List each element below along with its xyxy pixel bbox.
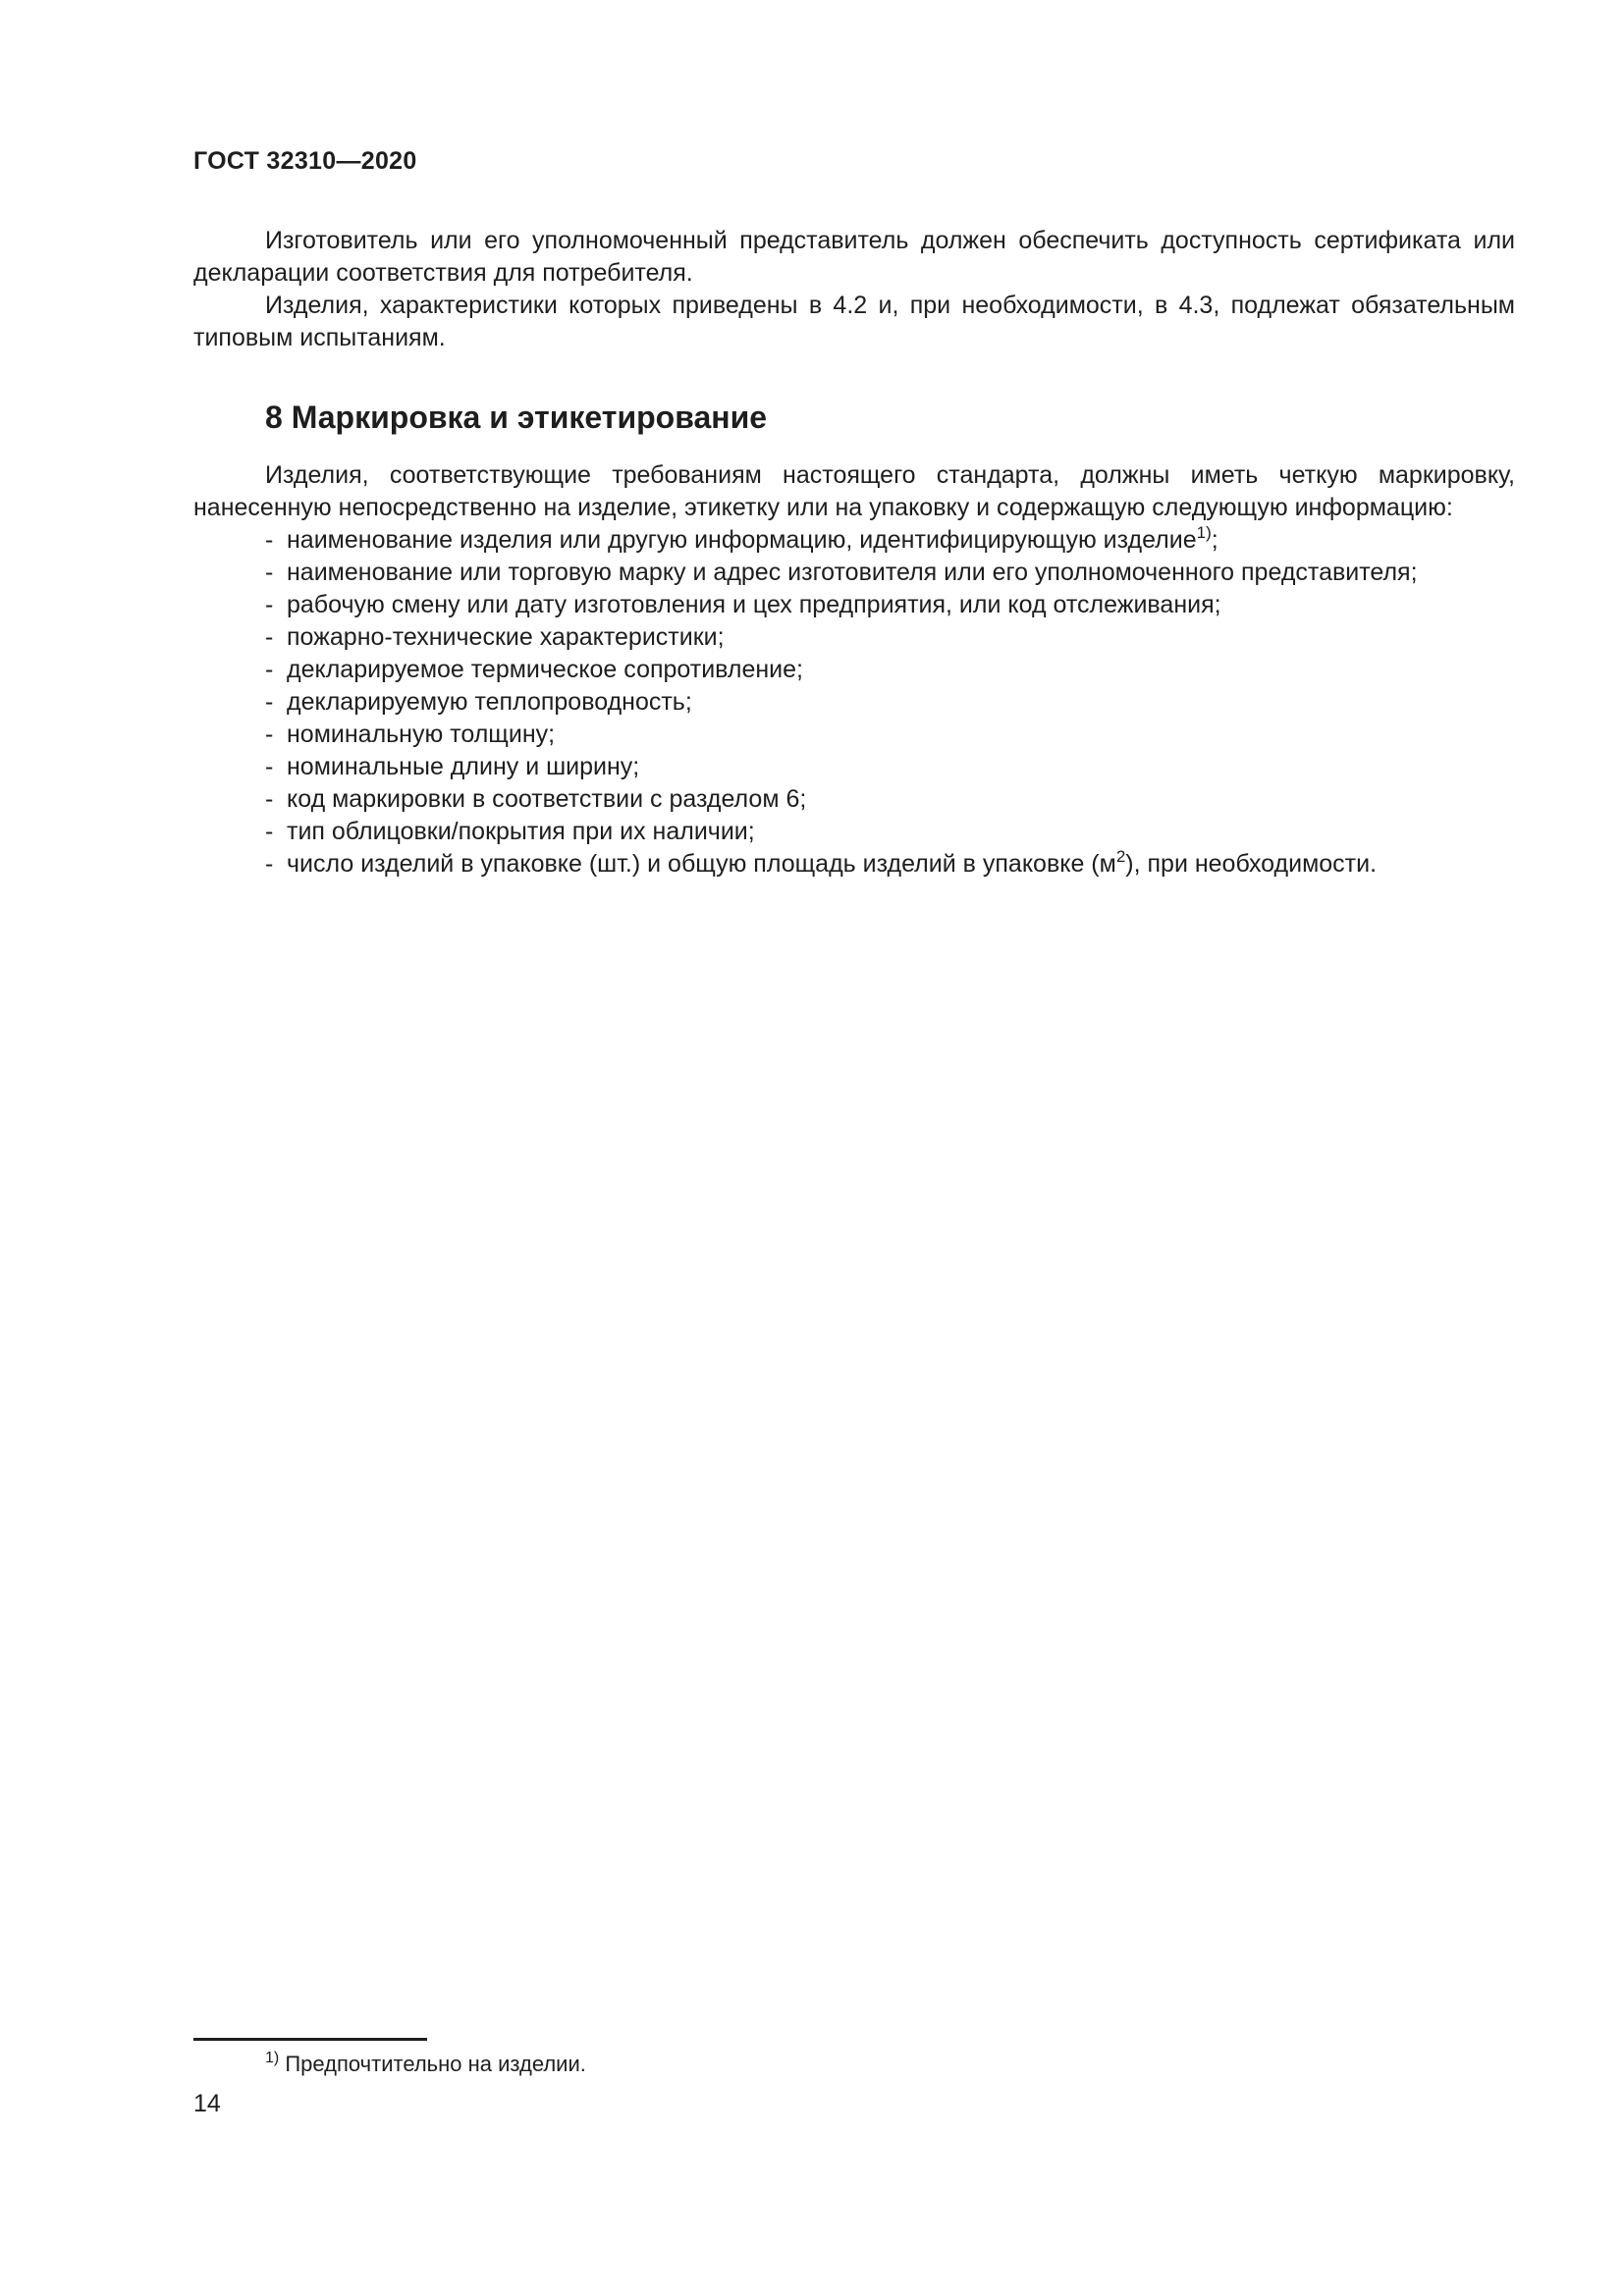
superscript-exponent: 2: [1115, 846, 1126, 866]
list-item-text: число изделий в упаковке (шт.) и общую площадь изделий в упаковке (м: [287, 850, 1116, 878]
list-item: [193, 783, 1515, 816]
footnote-ref: 1): [1196, 522, 1212, 542]
list-item: [193, 524, 1515, 557]
list-dash: -: [265, 818, 274, 845]
list-item: [193, 751, 1515, 783]
section-heading: 8 Маркировка и этикетирование: [265, 400, 768, 435]
footnote: [265, 2050, 586, 2079]
footnote-text: Предпочтительно на изделии.: [285, 2052, 586, 2076]
paragraph-marking-lead: Изделия, соответствующие требованиям настоящего стандарта, должны иметь четкую маркировку, нанесенную непосредственно на изделие, этикетку или на упаковку и содержащую следующую информацию:: [193, 461, 1515, 521]
list-item: [193, 816, 1515, 848]
document-code-header: ГОСТ 32310—2020: [193, 147, 417, 175]
list-item: [193, 621, 1515, 654]
list-item: [193, 589, 1515, 621]
list-item-text: пожарно-технические характеристики;: [287, 623, 725, 651]
list-item-text: код маркировки в соответствии с разделом 6;: [287, 785, 807, 813]
list-dash: -: [265, 559, 274, 586]
footnote-marker: 1): [265, 2049, 280, 2066]
intro-block: [193, 225, 1515, 354]
list-item: [193, 719, 1515, 751]
list-item-text: номинальные длину и ширину;: [287, 753, 640, 780]
footnote-separator: [193, 2038, 427, 2041]
list-dash: -: [265, 850, 274, 878]
list-item: [193, 686, 1515, 719]
list-item-text: рабочую смену или дату изготовления и цех предприятия, или код отслеживания;: [287, 591, 1221, 618]
list-item-text: декларируемое термическое сопротивление;: [287, 656, 804, 683]
list-item-text: номинальную толщину;: [287, 721, 556, 748]
list-item-tail: ;: [1211, 526, 1218, 554]
list-item: [193, 654, 1515, 686]
list-dash: -: [265, 656, 274, 683]
list-dash: -: [265, 688, 274, 716]
list-item-text: тип облицовки/покрытия при их наличии;: [287, 818, 755, 845]
list-item-text: наименование или торговую марку и адрес изготовителя или его уполномоченного представителя;: [287, 559, 1418, 586]
list-item: [193, 848, 1515, 881]
list-dash: -: [265, 753, 274, 780]
list-dash: -: [265, 785, 274, 813]
page-number: 14: [193, 2090, 221, 2117]
list-item-text: декларируемую теплопроводность;: [287, 688, 692, 716]
list-item-text: наименование изделия или другую информацию, идентифицирующую изделие: [287, 526, 1197, 554]
list-dash: -: [265, 526, 274, 554]
list-dash: -: [265, 721, 274, 748]
list-dash: -: [265, 623, 274, 651]
paragraph-type-testing: Изделия, характеристики которых приведены в 4.2 и, при необходимости, в 4.3, подлежат обязательным типовым испытаниям.: [193, 292, 1515, 351]
list-item: [193, 557, 1515, 589]
list-dash: -: [265, 591, 274, 618]
marking-block: [193, 459, 1515, 881]
paragraph-certificate-availability: Изготовитель или его уполномоченный представитель должен обеспечить доступность сертификата или декларации соответствия для потребителя.: [193, 227, 1515, 287]
list-item-tail: ), при необходимости.: [1125, 850, 1378, 878]
